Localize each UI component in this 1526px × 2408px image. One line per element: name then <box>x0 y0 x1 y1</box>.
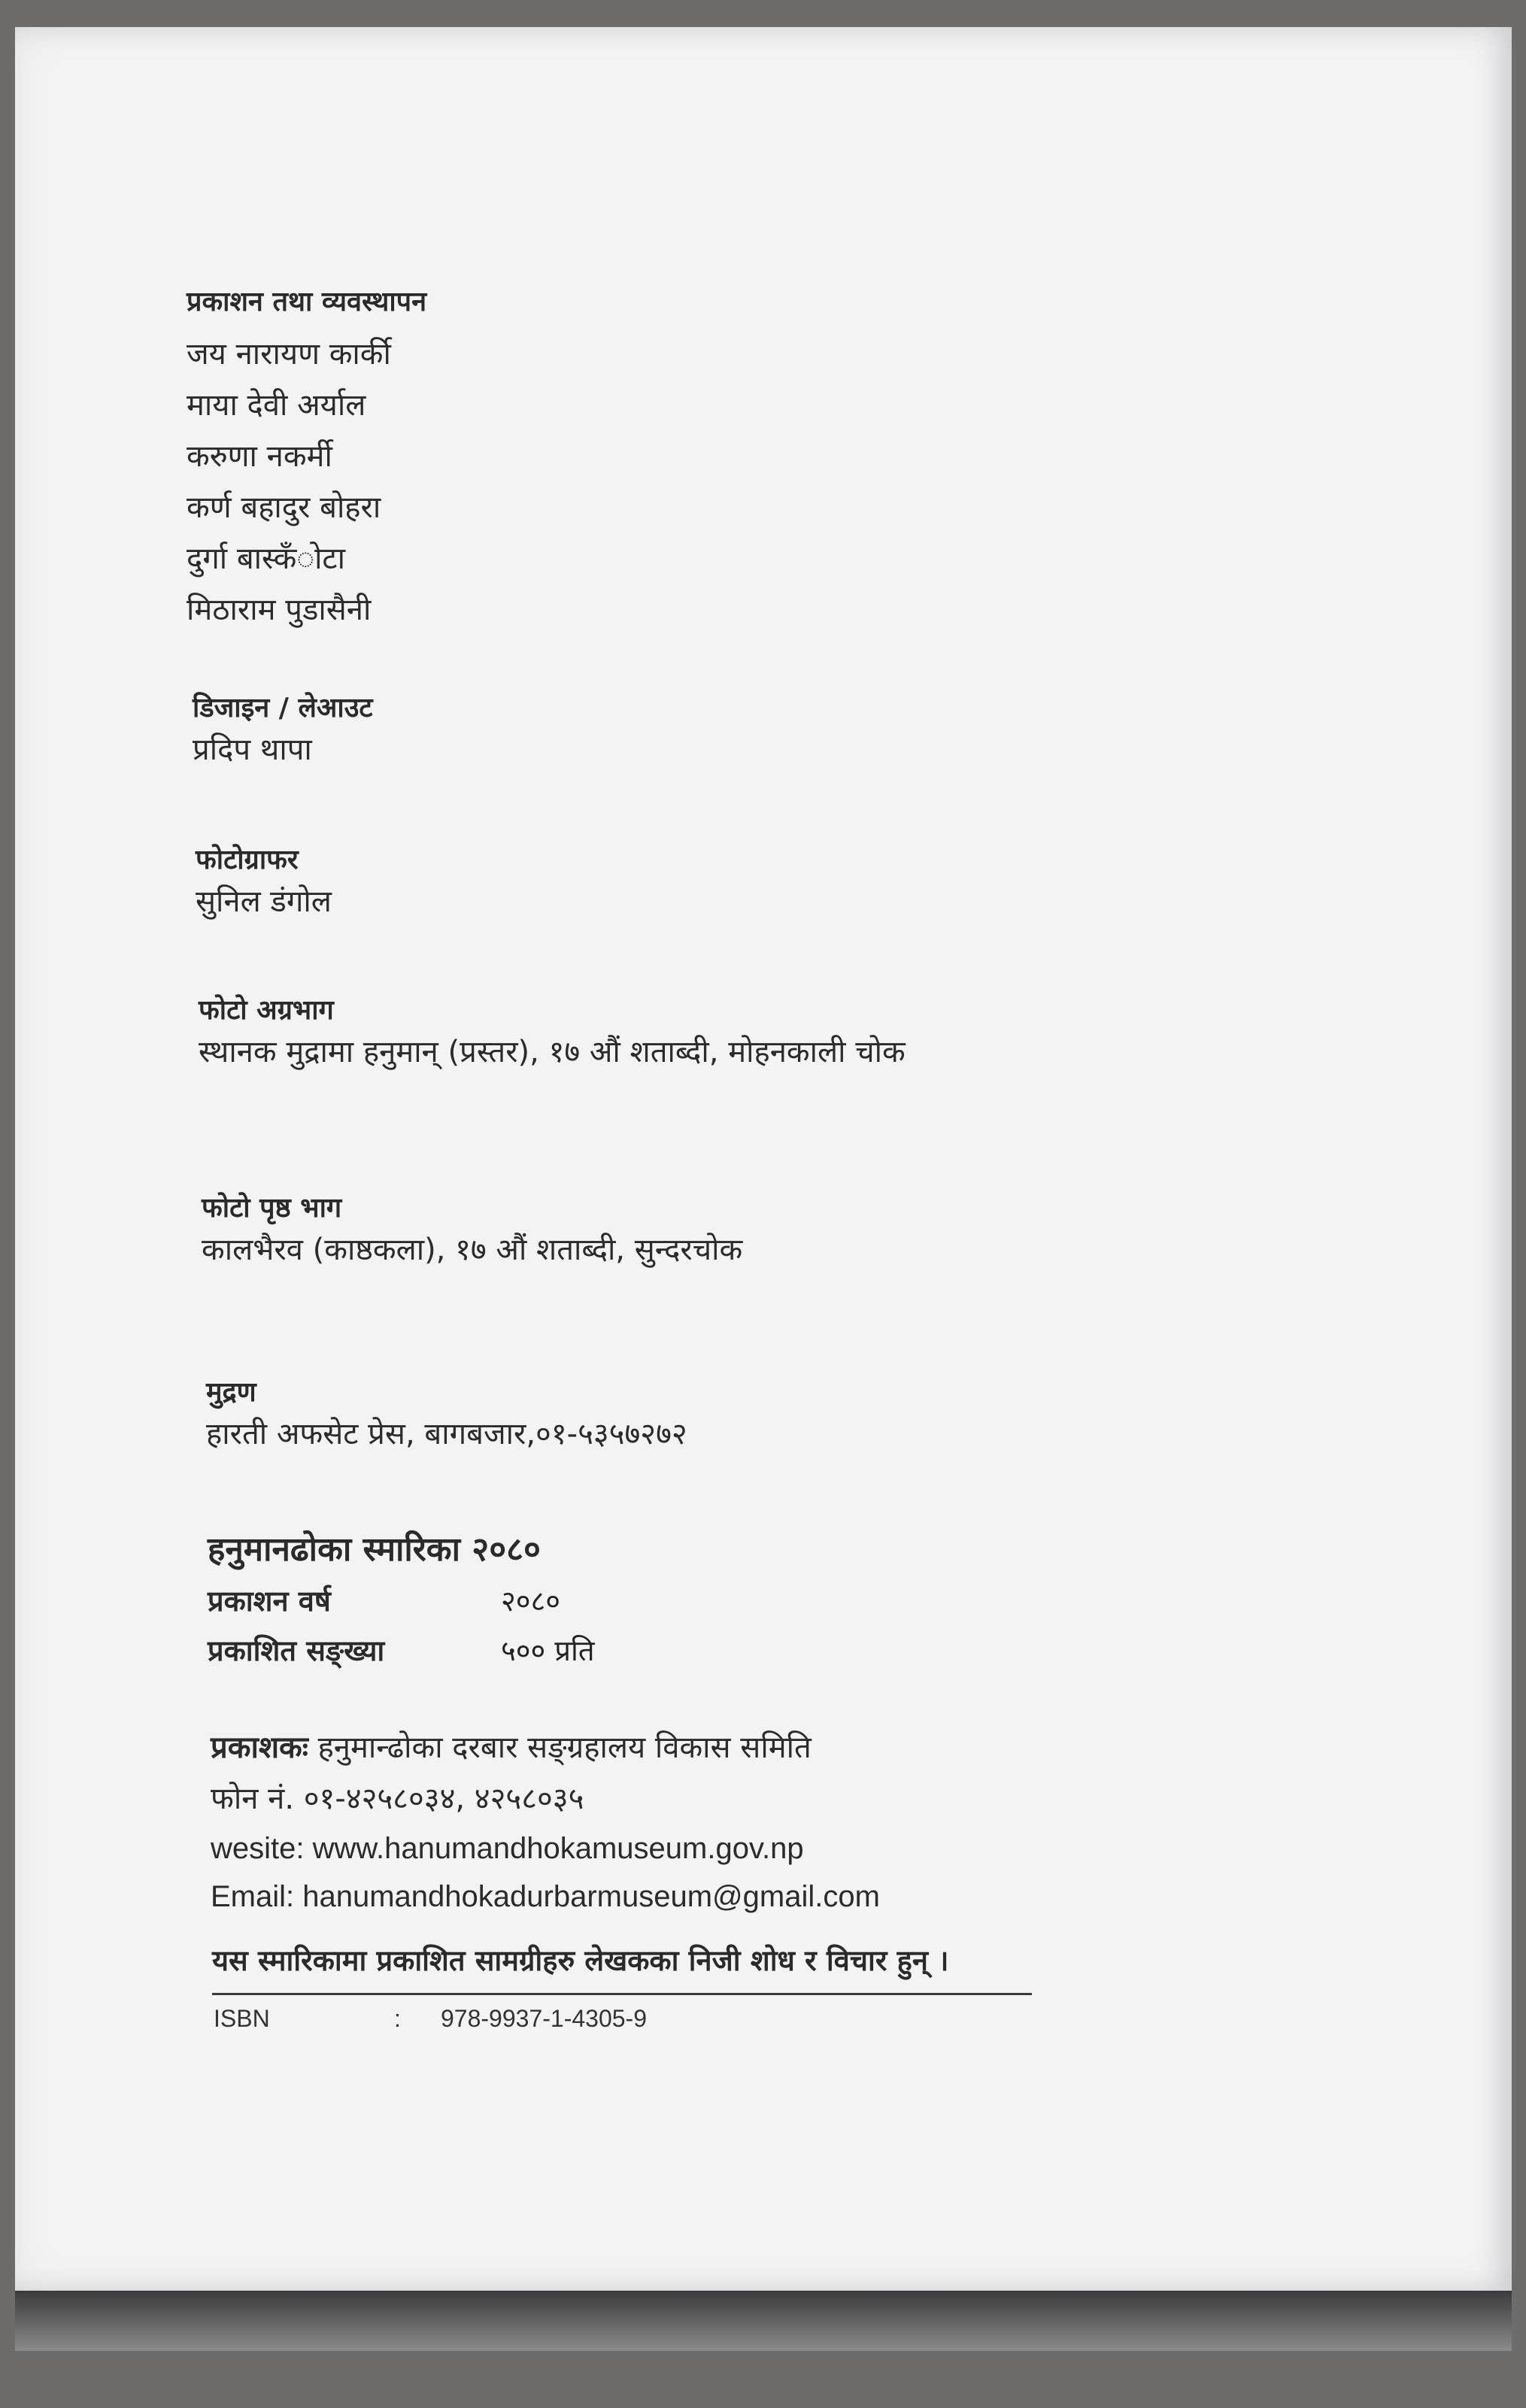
credit-name: मिठाराम पुडासैनी <box>187 593 372 628</box>
front-photo-section <box>199 994 906 1078</box>
souvenir-section <box>208 1525 594 1676</box>
credit-name: जय नारायण कार्की <box>187 337 391 372</box>
credit-name: सुनिल डंगोल <box>196 884 332 920</box>
isbn-value: 978-9937-1-4305-9 <box>441 2005 647 2032</box>
souvenir-title: हनुमानढोका स्मारिका २०८० <box>208 1530 541 1569</box>
publisher-label: प्रकाशकः <box>211 1730 308 1765</box>
credit-name: दुर्गा बास्कँोटा <box>187 541 345 577</box>
publication-year-row <box>208 1576 594 1626</box>
publication-year-label: प्रकाशन वर्ष <box>208 1585 331 1618</box>
publication-year-value: २०८० <box>501 1585 561 1618</box>
credit-name: करुणा नकर्मी <box>187 439 332 475</box>
publisher-section <box>211 1722 880 1921</box>
credit-name: प्रदिप थापा <box>193 732 312 768</box>
publication-management-section <box>187 286 426 635</box>
disclaimer-text: यस स्मारिकामा प्रकाशित सामग्रीहरु लेखकका निजी शोध र विचार हुन् । <box>212 1944 949 1977</box>
credit-name: कर्ण बहादुर बोहरा <box>187 490 381 526</box>
credit-text: स्थानक मुद्रामा हनुमान् (प्रस्तर), १७ औं शताब्दी, मोहनकाली चोक <box>199 1035 906 1070</box>
credit-name: माया देवी अर्याल <box>187 388 366 423</box>
section-heading: फोटो अग्रभाग <box>199 995 334 1026</box>
section-heading: प्रकाशन तथा व्यवस्थापन <box>187 287 427 317</box>
credit-text: हारती अफसेट प्रेस, बागबजार,०१-५३५७२७२ <box>206 1417 687 1452</box>
isbn-separator: : <box>394 2005 401 2032</box>
publisher-email: Email: hanumandhokadurbarmuseum@gmail.com <box>211 1880 880 1913</box>
publisher-phone: फोन नं. ०१-४२५८०३४, ४२५८०३५ <box>211 1782 584 1816</box>
disclaimer <box>212 1940 949 1979</box>
copies-label: प्रकाशित सङ्ख्या <box>208 1634 385 1667</box>
copies-row <box>208 1626 594 1676</box>
design-layout-section <box>193 692 373 775</box>
section-heading: फोटोग्राफर <box>196 845 299 875</box>
section-heading: मुद्रण <box>206 1377 256 1408</box>
printing-section <box>206 1376 687 1460</box>
section-heading: डिजाइन / लेआउट <box>193 693 373 723</box>
copies-value: ५०० प्रति <box>501 1634 595 1667</box>
publisher-line <box>211 1722 880 1773</box>
page-bottom-edge <box>15 2291 1512 2351</box>
back-photo-section <box>202 1192 742 1275</box>
credit-text: कालभैरव (काष्ठकला), १७ औं शताब्दी, सुन्दरचोक <box>202 1233 743 1268</box>
divider <box>212 1993 1032 1995</box>
isbn-row <box>214 2005 647 2033</box>
section-heading: फोटो पृष्ठ भाग <box>202 1193 342 1224</box>
publisher-website: wesite: www.hanumandhokamuseum.gov.np <box>211 1832 804 1865</box>
isbn-label: ISBN <box>214 2005 270 2032</box>
publisher-name: हनुमान्ढोका दरबार सङ्ग्रहालय विकास समिति <box>317 1730 812 1765</box>
photographer-section <box>196 844 332 927</box>
